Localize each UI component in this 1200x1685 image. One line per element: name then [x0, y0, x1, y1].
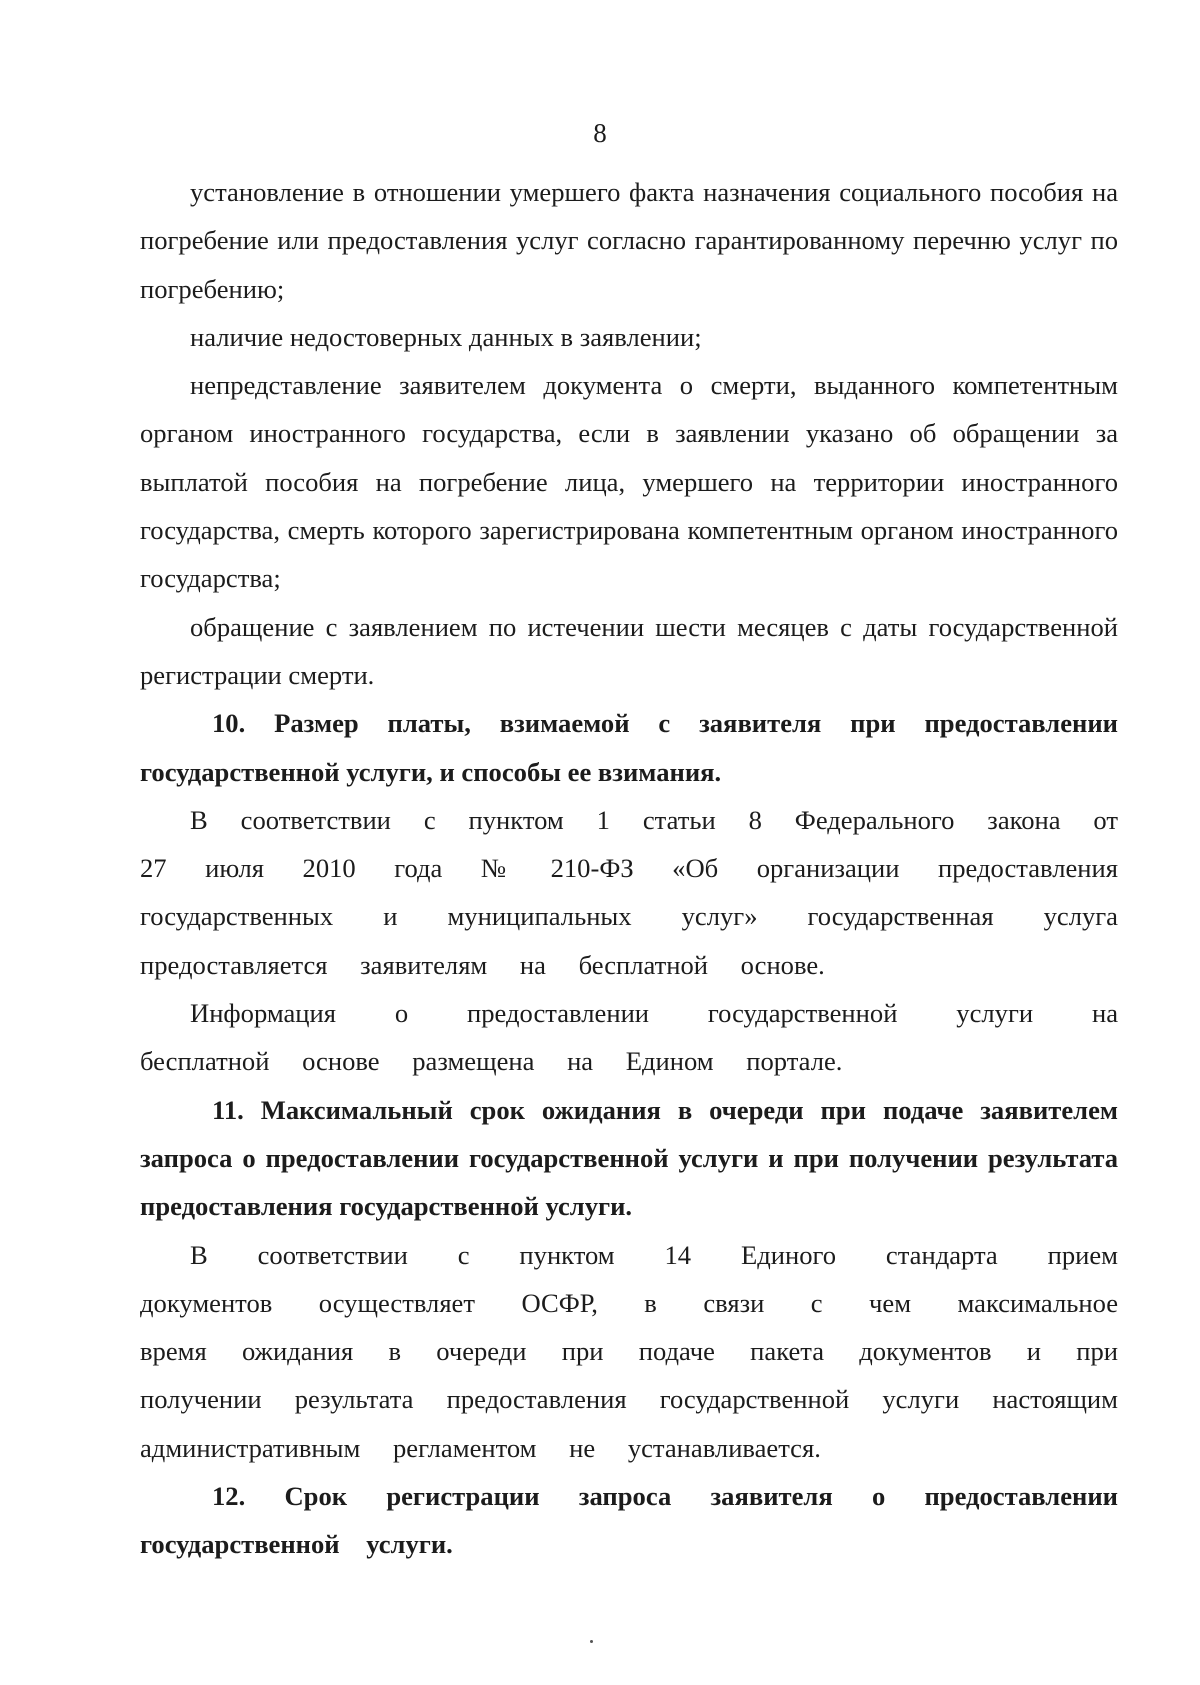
section-11-paragraph-1: В соответствии с пунктом 14 Единого стандарта прием документов осуществляет ОСФР, в связи с чем максимальное время ожидания в очереди при подаче пакета документов и при получении результата предоставления государственной услуги настоящим административным регламентом не устанавливается.: [140, 1239, 1118, 1463]
section-12-heading: 12. Срок регистрации запроса заявителя о предоставлении государственной услуги.: [140, 1481, 1118, 1560]
page-number: 8: [593, 118, 607, 148]
paragraph-refusal-ground-1: установление в отношении умершего факта назначения социального пособия на погребение или предоставления услуг согласно гарантированному перечню услуг по погребению;: [140, 177, 1118, 304]
document-body: [140, 168, 1118, 1569]
paragraph-refusal-ground-2: наличие недостоверных данных в заявлении;: [190, 321, 702, 352]
paragraph-refusal-ground-4: обращение с заявлением по истечении шести месяцев с даты государственной регистрации смерти.: [140, 611, 1118, 690]
paragraph-refusal-ground-3: непредставление заявителем документа о смерти, выданного компетентным органом иностранного государства, если в заявлении указано об обращении за выплатой пособия на погребение лица, умершего на территории иностранного государства, смерть которого зарегистрирована компетентным органом иностранного государства;: [140, 370, 1118, 594]
section-10-paragraph-1: В соответствии с пунктом 1 статьи 8 Федерального закона от 27 июля 2010 года № 210-ФЗ «Об организации предоставления государственных и муниципальных услуг» государственная услуга предоставляется заявителям на бесплатной основе.: [140, 804, 1118, 980]
section-10-paragraph-2: Информация о предоставлении государственной услуги на бесплатной основе размещена на Едином портале.: [140, 998, 1118, 1077]
scan-speck: [590, 1640, 593, 1643]
section-11-heading: 11. Максимальный срок ожидания в очереди при подаче заявителем запроса о предоставлении государственной услуги и при получении результата предоставления государственной услуги.: [140, 1094, 1118, 1222]
section-10-heading: 10. Размер платы, взимаемой с заявителя при предоставлении государственной услуги, и способы ее взимания.: [140, 708, 1118, 787]
